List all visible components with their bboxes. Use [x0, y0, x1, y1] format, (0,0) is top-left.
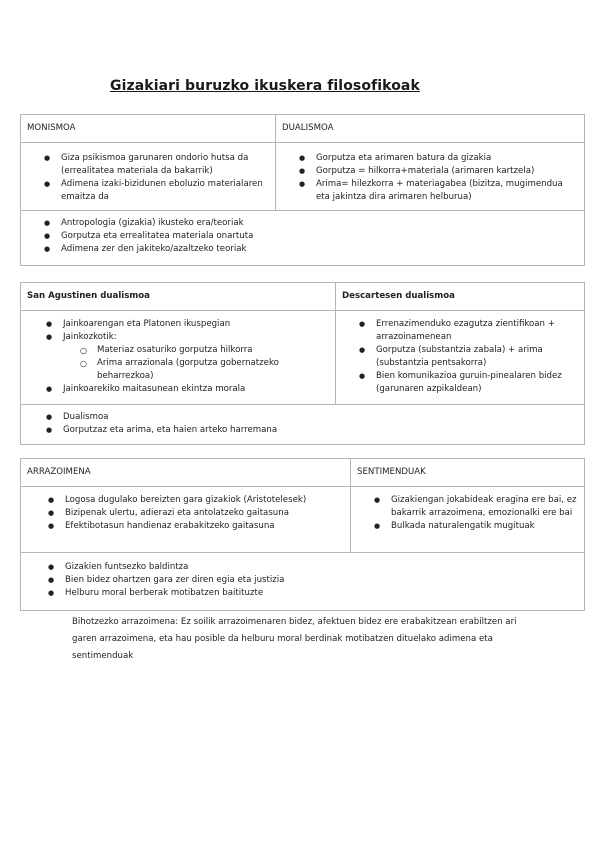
- list-item: [63, 331, 329, 383]
- shared-cell: [21, 553, 585, 611]
- arrazoimena-sentimenduak-table: [20, 458, 585, 611]
- monismoa-dualismoa-table: [20, 114, 585, 266]
- agustin-cell: [21, 311, 336, 405]
- sentimenduak-cell: [351, 487, 585, 553]
- sub-list-item: ○ Materiaz osaturiko gorputza hilkorra: [97, 344, 329, 357]
- list-item: ● Adimena izaki-bizidunen eboluzio materialaren emaitza da: [61, 178, 269, 204]
- list-item: ● Errenazimenduko ezagutza zientifikoan + arrazoinamenean: [376, 318, 578, 344]
- agustin-descartes-table: [20, 282, 585, 445]
- list-item: ● Gizakien funtsezko baldintza: [65, 561, 578, 574]
- list-item: ● Bien komunikazioa guruin-pinealaren bidez (garunaren azpikaldean): [376, 370, 578, 396]
- shared-cell: [21, 405, 585, 445]
- descartes-header: Descartesen dualismoa: [336, 283, 585, 311]
- list-item: ● Bulkada naturalengatik mugituak: [391, 520, 578, 533]
- page-title: Gizakiari buruzko ikuskera filosofikoak: [110, 78, 420, 94]
- monismoa-header: MONISMOA: [21, 115, 276, 143]
- list-item: ● Gorputza = hilkorra+materiala (arimaren kartzela): [316, 165, 578, 178]
- list-item: ● Jainkoarekiko maitasunean ekintza morala: [63, 383, 329, 396]
- list-item: ● Gorputza (substantzia zabala) + arima (substantzia pentsakorra): [376, 344, 578, 370]
- arrazoimena-cell: [21, 487, 351, 553]
- list-item-label: Jainkozkotik:: [63, 332, 117, 342]
- list-item: ● Giza psikismoa garunaren ondorio hutsa da (errealitatea materiala da bakarrik): [61, 152, 269, 178]
- list-item: ● Gizakiengan jokabideak eragina ere bai, ez bakarrik arrazoimena, emozionalki ere bai: [391, 494, 578, 520]
- monismoa-cell: [21, 143, 276, 211]
- descartes-cell: [336, 311, 585, 405]
- list-item: ● Jainkoarengan eta Platonen ikuspegian: [63, 318, 329, 331]
- shared-cell: [21, 211, 585, 266]
- list-item: ● Antropologia (gizakia) ikusteko era/teoriak: [61, 217, 578, 230]
- sub-list-item: ○ Arima arrazionala (gorputza gobernatzeko beharrezkoa): [97, 357, 329, 383]
- list-item: ● Bizipenak ulertu, adierazi eta antolatzeko gaitasuna: [65, 507, 344, 520]
- list-item: ● Logosa dugulako bereizten gara gizakiok (Aristotelesek): [65, 494, 344, 507]
- list-item: ● Dualismoa: [63, 411, 578, 424]
- dualismoa-cell: [276, 143, 585, 211]
- list-item: ● Arima= hilezkorra + materiagabea (bizitza, mugimendua eta jakintza dira arimaren helburua): [316, 178, 578, 204]
- list-item: ● Gorputza eta arimaren batura da gizakia: [316, 152, 578, 165]
- list-item: ● Gorputzaz eta arima, eta haien arteko harremana: [63, 424, 578, 437]
- bihotzezko-arrazoimena-note: Bihotzezko arrazoimena: Ez soilik arrazoimenaren bidez, afektuen bidez ere erabakitzean erabiltzen ari garen arrazoimena, eta hau posible da helburu moral berdinak motibatzen dituelako adimena eta sentimenduak: [72, 617, 517, 661]
- list-item: ● Gorputza eta errealitatea materiala onartuta: [61, 230, 578, 243]
- list-item: ● Efektibotasun handienaz erabakitzeko gaitasuna: [65, 520, 344, 533]
- agustin-header: San Agustinen dualismoa: [21, 283, 336, 311]
- sentimenduak-header: SENTIMENDUAK: [351, 459, 585, 487]
- dualismoa-header: DUALISMOA: [276, 115, 585, 143]
- list-item: ● Helburu moral berberak motibatzen baitituzte: [65, 587, 578, 600]
- arrazoimena-header: ARRAZOIMENA: [21, 459, 351, 487]
- list-item: ● Adimena zer den jakiteko/azaltzeko teoriak: [61, 243, 578, 256]
- list-item: ● Bien bidez ohartzen gara zer diren egia eta justizia: [65, 574, 578, 587]
